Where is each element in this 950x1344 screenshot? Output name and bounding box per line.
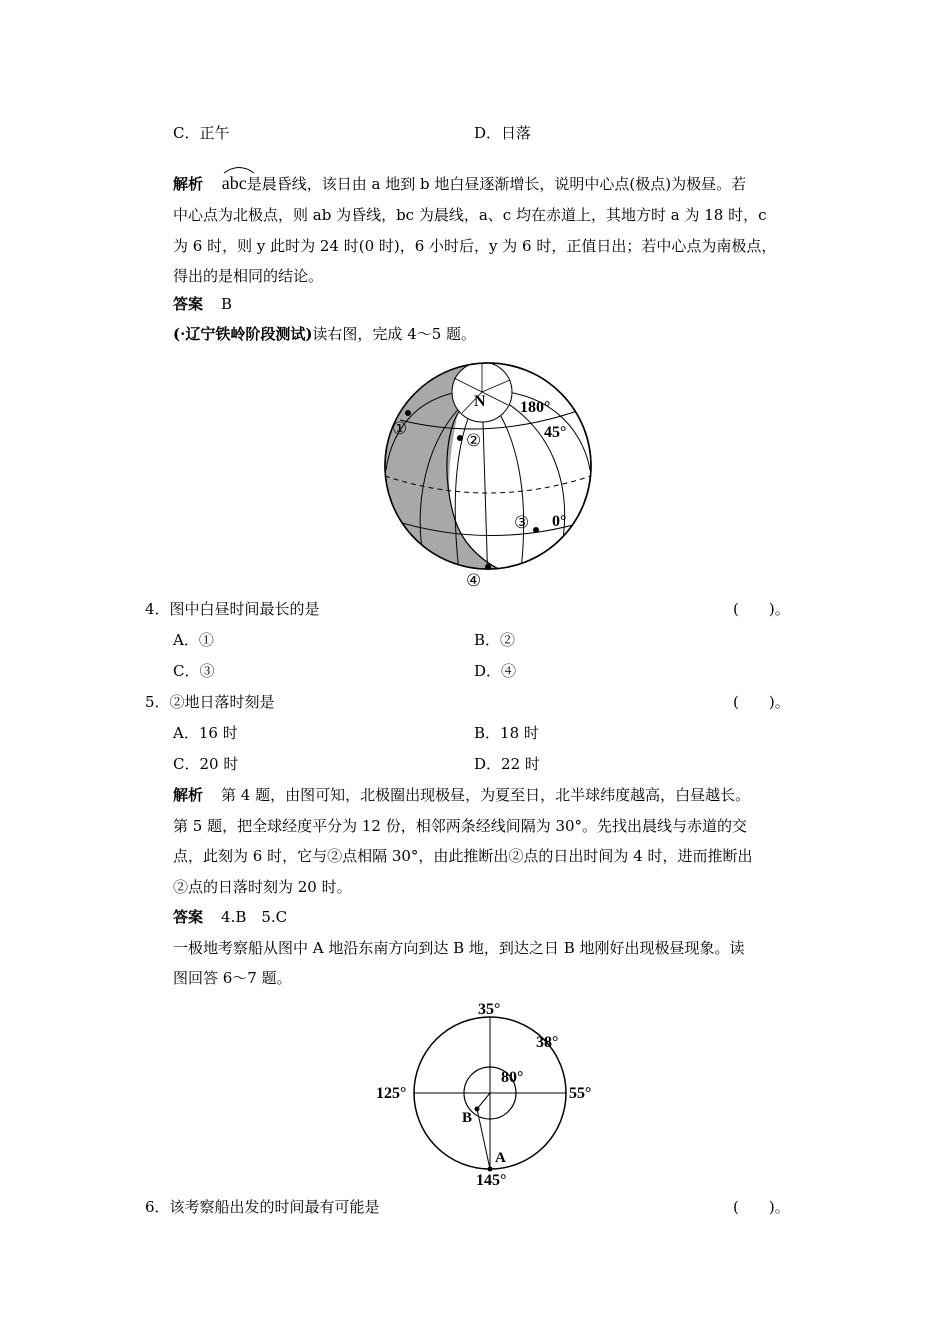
point-b-dot bbox=[475, 1107, 480, 1112]
label-n: N bbox=[474, 393, 486, 410]
prev-option-d: D．日落 bbox=[474, 124, 532, 142]
analysis-2-line-1 bbox=[173, 785, 750, 805]
q4-answer-blank: ( )。 bbox=[733, 600, 790, 618]
analysis-2-line-4: ②点的日落时刻为 20 时。 bbox=[173, 878, 352, 896]
point-2-dot bbox=[457, 435, 463, 441]
answer-label: 答案 bbox=[173, 908, 204, 926]
q4-option-d: D．④ bbox=[474, 662, 517, 680]
label-p2: ② bbox=[466, 431, 482, 450]
point-4-dot bbox=[485, 564, 491, 570]
label-0: 0° bbox=[552, 513, 567, 530]
label-p3: ③ bbox=[514, 513, 530, 532]
line-center-b bbox=[477, 1093, 490, 1109]
analysis-2-line-3: 点，此刻为 6 时，它与②点相隔 30°，由此推断出②点的日出时间为 4 时，进而推断出 bbox=[173, 847, 753, 865]
prev-option-c: C．正午 bbox=[173, 124, 230, 142]
intro-6-7-line-2: 图回答 6～7 题。 bbox=[173, 969, 292, 987]
analysis-1-line-4: 得出的是相同的结论。 bbox=[173, 267, 324, 285]
arc-mark-icon bbox=[222, 164, 256, 174]
label-38: 38° bbox=[536, 1034, 559, 1051]
label-45: 45° bbox=[544, 424, 567, 441]
analysis-2-line-2: 第 5 题，把全球经度平分为 12 份，相邻两条经线间隔为 30°。先找出晨线与赤道的交 bbox=[173, 817, 748, 835]
q6-answer-blank: ( )。 bbox=[733, 1198, 790, 1216]
label-35: 35° bbox=[478, 1001, 501, 1018]
q5-option-a: A．16 时 bbox=[173, 724, 238, 742]
label-p4: ④ bbox=[466, 571, 482, 590]
intro-text: 读右图，完成 4～5 题。 bbox=[312, 325, 477, 343]
arc-abc-text: abc bbox=[221, 173, 247, 193]
analysis-label: 解析 bbox=[173, 786, 204, 804]
answer-value: B bbox=[221, 295, 233, 313]
label-80: 80° bbox=[501, 1069, 524, 1086]
answer-2 bbox=[173, 907, 287, 927]
label-55: 55° bbox=[569, 1085, 592, 1102]
analysis-1-line-1 bbox=[173, 173, 746, 194]
label-145: 145° bbox=[476, 1172, 507, 1189]
q5-option-d: D．22 时 bbox=[474, 755, 540, 773]
label-125: 125° bbox=[376, 1085, 407, 1102]
q5-answer-blank: ( )。 bbox=[733, 693, 790, 711]
analysis-1-line-2: 中心点为北极点，则 ab 为昏线，bc 为晨线，a、c 均在赤道上，其地方时 a 为 18 时，c bbox=[173, 206, 767, 224]
intro-4-5 bbox=[173, 324, 476, 344]
point-a-dot bbox=[488, 1167, 493, 1172]
q4-option-a: A．① bbox=[173, 631, 214, 649]
point-3-dot bbox=[533, 527, 539, 533]
intro-6-7-line-1: 一极地考察船从图中 A 地沿东南方向到达 B 地，到达之日 B 地刚好出现极昼现象。读 bbox=[173, 939, 745, 957]
globe-figure bbox=[370, 350, 610, 595]
q6-stem: 6．该考察船出发的时间最有可能是 bbox=[145, 1198, 380, 1216]
q5-option-c: C．20 时 bbox=[173, 755, 239, 773]
q4-stem: 4．图中白昼时间最长的是 bbox=[145, 600, 320, 618]
q4-option-b: B．② bbox=[474, 631, 516, 649]
analysis-label: 解析 bbox=[173, 175, 204, 193]
label-180: 180° bbox=[520, 399, 551, 416]
label-p1: ① bbox=[392, 419, 408, 438]
analysis-2-text-1: 第 4 题，由图可知，北极圈出现极昼，为夏至日，北半球纬度越高，白昼越长。 bbox=[221, 786, 751, 804]
q5-stem: 5．②地日落时刻是 bbox=[145, 693, 275, 711]
answer-label: 答案 bbox=[173, 295, 204, 313]
analysis-1-text-1: 是晨昏线，该日由 a 地到 b 地白昼逐渐增长，说明中心点(极点)为极昼。若 bbox=[246, 175, 747, 193]
answer-value: 4.B 5.C bbox=[221, 908, 288, 926]
label-b: B bbox=[462, 1110, 473, 1126]
intro-source: (·辽宁铁岭阶段测试) bbox=[173, 325, 313, 343]
point-1-dot bbox=[405, 410, 411, 416]
analysis-1-line-3: 为 6 时，则 y 此时为 24 时(0 时)，6 小时后，y 为 6 时，正值日出；若中心点为南极点， bbox=[173, 237, 777, 255]
polar-figure bbox=[370, 995, 610, 1190]
answer-1 bbox=[173, 294, 232, 314]
label-a: A bbox=[495, 1150, 506, 1166]
q4-option-c: C．③ bbox=[173, 662, 215, 680]
q5-option-b: B．18 时 bbox=[474, 724, 539, 742]
arc-abc bbox=[222, 173, 247, 193]
